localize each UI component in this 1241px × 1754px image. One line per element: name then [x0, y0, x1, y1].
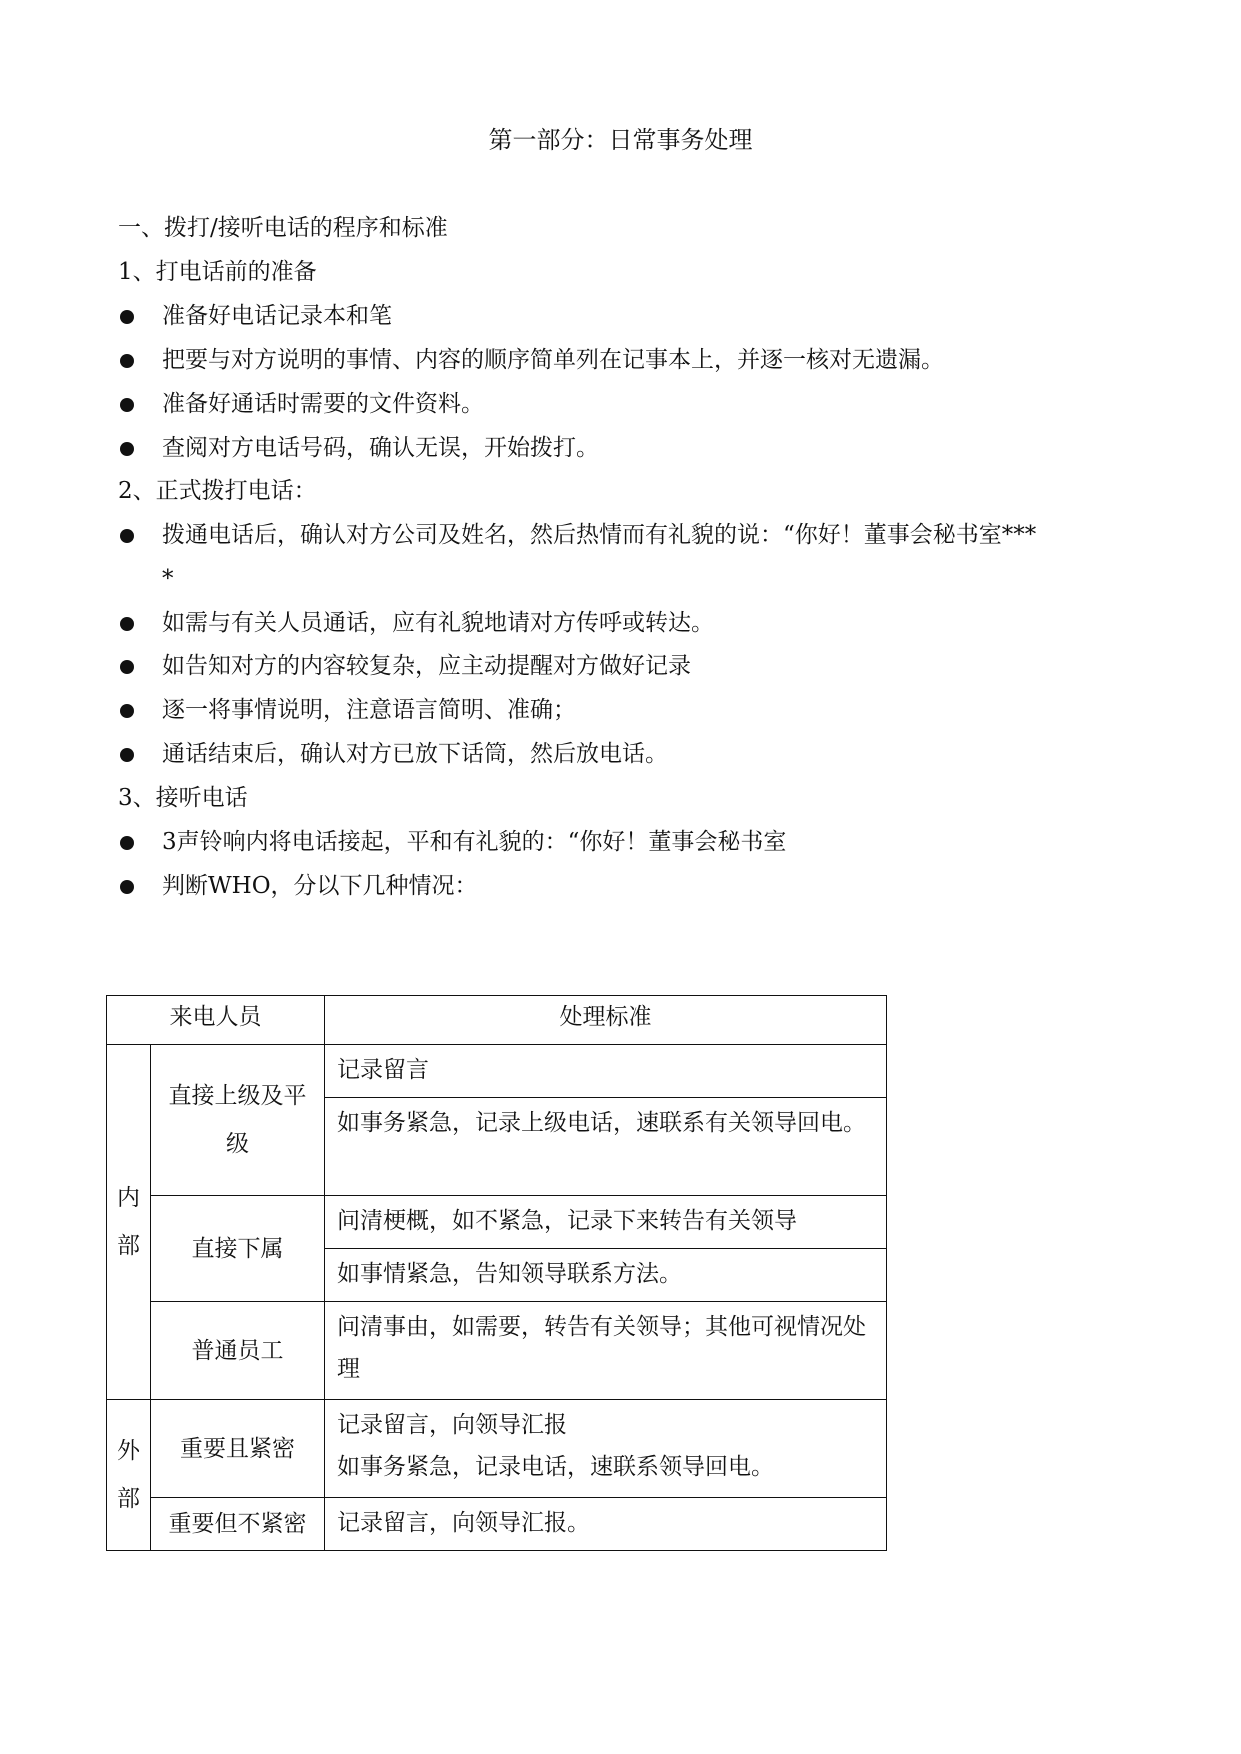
group-internal: 内部 [107, 1045, 151, 1400]
standard-cell: 记录留言，向领导汇报。 [325, 1498, 887, 1551]
table-row [107, 1045, 887, 1098]
standard-cell: 问清梗概，如不紧急，记录下来转告有关领导 [325, 1196, 887, 1249]
list-item-continuation: * [162, 566, 174, 592]
page-title: 第一部分：日常事务处理 [488, 126, 753, 154]
table-row [107, 1400, 887, 1498]
bullet-icon [120, 529, 134, 543]
bullet-icon [120, 310, 134, 324]
section-heading: 一、拨打/接听电话的程序和标准 [118, 215, 448, 241]
part1-heading: 1、打电话前的准备 [118, 259, 317, 285]
category-cell: 重要但不紧密 [151, 1498, 325, 1551]
bullet-icon [120, 660, 134, 674]
bullet-icon [120, 704, 134, 718]
standard-cell: 如事务紧急，记录上级电话，速联系有关领导回电。 [325, 1098, 887, 1196]
group-external: 外部 [107, 1400, 151, 1551]
bullet-icon [120, 442, 134, 456]
table-row [107, 1498, 887, 1551]
bullet-icon [120, 880, 134, 894]
standard-cell: 问清事由，如需要，转告有关领导；其他可视情况处理 [325, 1302, 887, 1400]
table-row [107, 1302, 887, 1400]
bullet-icon [120, 354, 134, 368]
bullet-icon [120, 398, 134, 412]
category-cell: 普通员工 [151, 1302, 325, 1400]
standard-cell: 记录留言 [325, 1045, 887, 1098]
bullet-icon [120, 836, 134, 850]
header-caller: 来电人员 [107, 996, 325, 1045]
table-header-row [107, 996, 887, 1045]
header-standard: 处理标准 [325, 996, 887, 1045]
part2-heading: 2、正式拨打电话： [118, 478, 317, 504]
part3-heading: 3、接听电话 [118, 785, 248, 811]
category-cell: 重要且紧密 [151, 1400, 325, 1498]
category-cell: 直接上级及平级 [151, 1045, 325, 1196]
bullet-icon [120, 748, 134, 762]
standard-cell: 记录留言，向领导汇报 如事务紧急，记录电话，速联系领导回电。 [325, 1400, 887, 1498]
call-handling-table [106, 995, 887, 1551]
bullet-icon [120, 617, 134, 631]
category-cell: 直接下属 [151, 1196, 325, 1302]
standard-cell: 如事情紧急，告知领导联系方法。 [325, 1249, 887, 1302]
table-row [107, 1196, 887, 1249]
